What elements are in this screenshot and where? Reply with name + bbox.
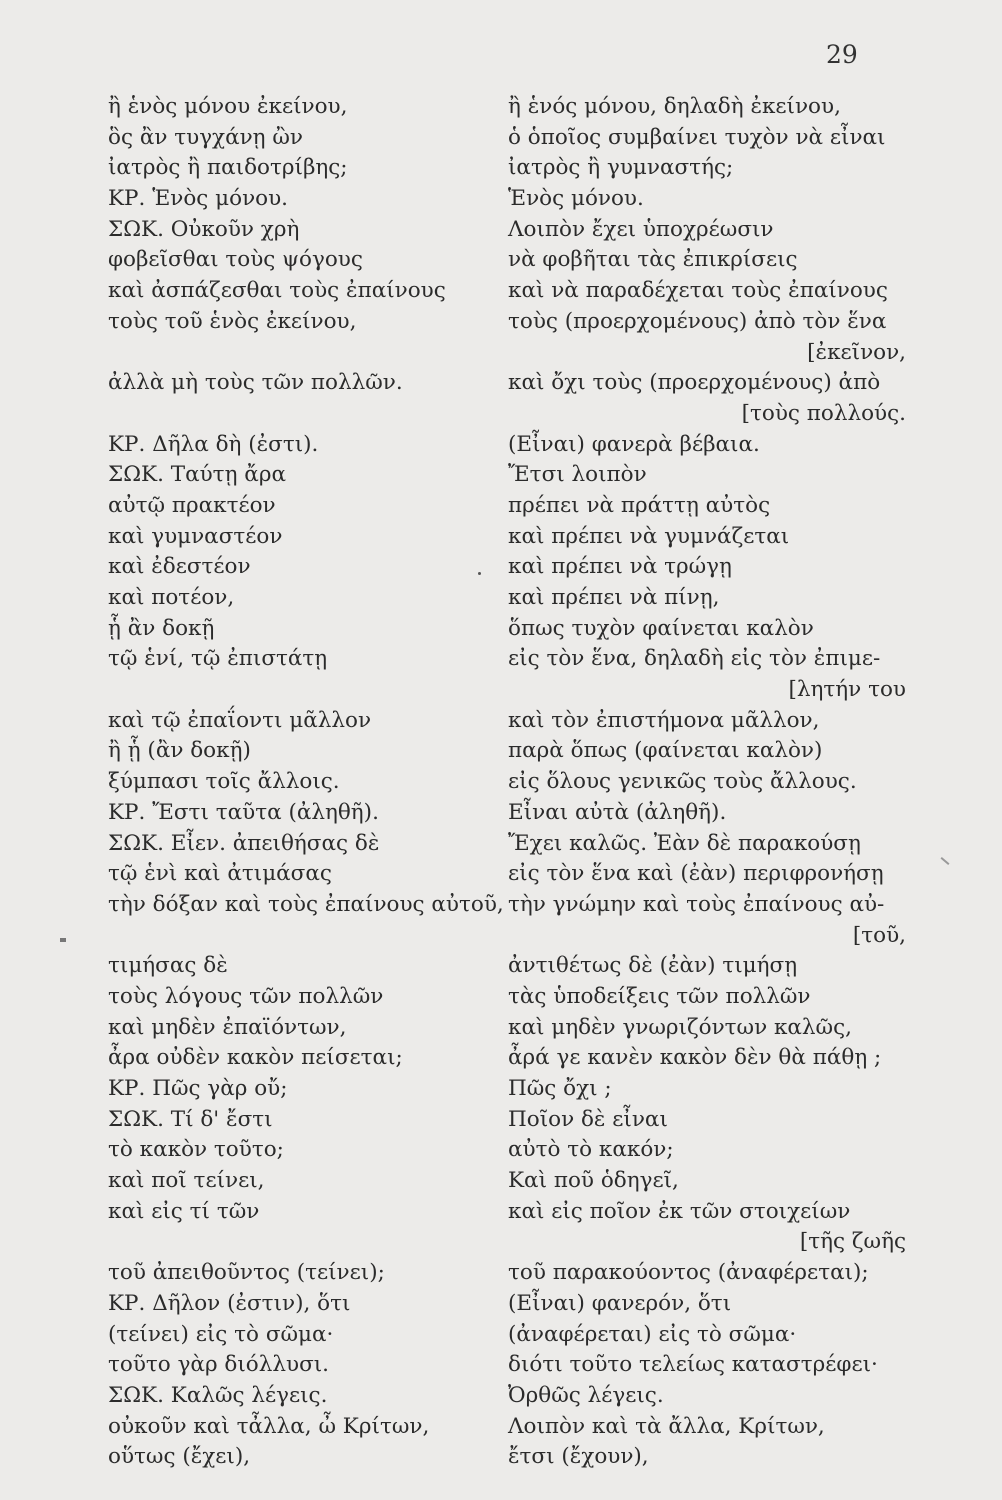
modern-greek-line: καὶ νὰ παραδέχεται τοὺς ἐπαίνους: [508, 278, 888, 304]
modern-greek-line: Ποῖον δὲ εἶναι: [508, 1106, 668, 1132]
text-row: [108, 399, 908, 430]
text-row: [108, 276, 908, 307]
text-row: [108, 921, 908, 952]
text-row: [108, 307, 908, 338]
text-row: [108, 706, 908, 737]
original-greek-line: ΣΩΚ. Ταύτῃ ἄρα: [108, 462, 286, 488]
original-greek-line: τιμήσας δὲ: [108, 953, 228, 979]
modern-greek-line: καὶ πρέπει νὰ πίνῃ,: [508, 585, 720, 610]
text-row: [108, 522, 908, 553]
text-row: [108, 1412, 908, 1443]
original-greek-line: [108, 1227, 508, 1258]
text-row: [108, 153, 908, 184]
original-greek-line: ΚΡ. Δῆλα δὴ (ἐστι).: [108, 431, 319, 457]
text-row: [108, 460, 908, 491]
original-greek-line: τὸ κακὸν τοῦτο;: [108, 1137, 284, 1163]
original-greek-line: καὶ τῷ ἐπαΐοντι μᾶλλον: [108, 707, 372, 733]
text-row: [108, 491, 908, 522]
original-greek-line: αὐτῷ πρακτέον: [108, 492, 276, 518]
modern-greek-line: ἔτσι (ἔχουν),: [508, 1444, 649, 1470]
parallel-text-columns: [108, 92, 908, 1473]
original-greek-line: καὶ ποτέον,: [108, 585, 235, 610]
modern-greek-line: τοὺς (προερχομένους) ἀπὸ τὸν ἕνα: [508, 308, 887, 334]
text-row: [108, 1381, 908, 1412]
original-greek-line: ΣΩΚ. Οὐκοῦν χρὴ: [108, 216, 300, 242]
modern-greek-line: νὰ φοβῆται τὰς ἐπικρίσεις: [508, 247, 798, 273]
text-row: [108, 92, 908, 123]
original-greek-line: τοὺς λόγους τῶν πολλῶν: [108, 983, 384, 1009]
modern-greek-line: διότι τοῦτο τελείως καταστρέφει·: [508, 1352, 878, 1378]
original-greek-line: ΣΩΚ. Εἶεν. ἀπειθήσας δὲ: [108, 830, 380, 856]
original-greek-line: τῷ ἑνὶ καὶ ἀτιμάσας: [108, 861, 332, 887]
modern-greek-line: Ὀρθῶς λέγεις.: [508, 1382, 664, 1408]
original-greek-line: ὃς ἂν τυγχάνῃ ὢν: [108, 124, 303, 150]
original-greek-line: καὶ μηδὲν ἐπαϊόντων,: [108, 1014, 347, 1040]
modern-greek-line: Λοιπὸν καὶ τὰ ἄλλα, Κρίτων,: [508, 1413, 825, 1439]
modern-greek-line: εἰς τὸν ἕνα καὶ (ἐὰν) περιφρονήσῃ: [508, 861, 884, 887]
text-row: [108, 644, 908, 675]
modern-greek-line: τὴν γνώμην καὶ τοὺς ἐπαίνους αὐ-: [508, 891, 885, 917]
original-greek-line: [108, 675, 508, 706]
text-row: [108, 1105, 908, 1136]
original-greek-line: ΚΡ. Πῶς γὰρ οὔ;: [108, 1076, 288, 1101]
original-greek-line: ΣΩΚ. Καλῶς λέγεις.: [108, 1382, 328, 1408]
text-row: [108, 1320, 908, 1351]
original-greek-line: τὴν δόξαν καὶ τοὺς ἐπαίνους αὐτοῦ,: [108, 891, 504, 917]
original-greek-line: ΚΡ. Δῆλον (ἐστιν), ὅτι: [108, 1290, 351, 1316]
text-row: [108, 123, 908, 154]
original-greek-line: ἆρα οὐδὲν κακὸν πείσεται;: [108, 1045, 403, 1071]
original-greek-line: τῷ ἑνί, τῷ ἐπιστάτῃ: [108, 646, 328, 672]
page-number: 29: [826, 40, 858, 69]
modern-greek-line: ἆρά γε κανὲν κακὸν δὲν θὰ πάθῃ ;: [508, 1045, 882, 1071]
original-greek-line: καὶ γυμναστέον: [108, 523, 283, 549]
modern-greek-line: Ἑνὸς μόνου.: [508, 186, 644, 212]
modern-greek-line: Καὶ ποῦ ὁδηγεῖ,: [508, 1168, 679, 1194]
original-greek-line: ᾗ ἂν δοκῇ: [108, 615, 215, 641]
margin-mark: [60, 938, 66, 942]
text-row: [108, 1166, 908, 1197]
modern-greek-line: εἰς τὸν ἕνα, δηλαδὴ εἰς τὸν ἐπιμε-: [508, 646, 881, 672]
modern-greek-line: ἢ ἑνός μόνου, δηλαδὴ ἐκείνου,: [508, 94, 841, 119]
text-row: [108, 1074, 908, 1105]
text-row: [108, 767, 908, 798]
original-greek-line: καὶ ἐδεστέον: [108, 554, 251, 580]
modern-greek-line: ἰατρὸς ἢ γυμναστής;: [508, 155, 734, 181]
modern-greek-line: παρὰ ὅπως (φαίνεται καλὸν): [508, 738, 823, 764]
modern-greek-line: Λοιπὸν ἔχει ὑποχρέωσιν: [508, 216, 774, 242]
modern-greek-line: εἰς ὅλους γενικῶς τοὺς ἄλλους.: [508, 769, 857, 795]
margin-tick: [941, 857, 950, 865]
modern-greek-line: (ἀναφέρεται) εἰς τὸ σῶμα·: [508, 1321, 797, 1347]
original-greek-line: καὶ εἰς τί τῶν: [108, 1198, 260, 1224]
original-greek-line: οὐκοῦν καὶ τἆλλα, ὦ Κρίτων,: [108, 1413, 430, 1439]
modern-greek-line: καὶ πρέπει νὰ τρώγῃ: [508, 554, 732, 580]
original-greek-line: ΣΩΚ. Τί δ' ἔστι: [108, 1106, 273, 1132]
modern-greek-line: καὶ τὸν ἐπιστήμονα μᾶλλον,: [508, 707, 820, 733]
text-row: [108, 890, 908, 921]
text-row: [108, 859, 908, 890]
modern-greek-line: (Εἶναι) φανερὰ βέβαια.: [508, 431, 760, 457]
original-greek-line: ἢ ἑνὸς μόνου ἐκείνου,: [108, 94, 348, 119]
text-row: [108, 583, 908, 614]
text-row: [108, 736, 908, 767]
text-row: [108, 829, 908, 860]
text-row: [108, 338, 908, 369]
modern-greek-line: [λητήν του: [788, 677, 906, 703]
modern-greek-line: Πῶς ὄχι ;: [508, 1076, 612, 1101]
modern-greek-line: τοῦ παρακούοντος (ἀναφέρεται);: [508, 1260, 869, 1286]
text-row: [108, 1442, 908, 1473]
text-row: [108, 1258, 908, 1289]
modern-greek-line: αὐτὸ τὸ κακόν;: [508, 1137, 674, 1163]
text-row: [108, 430, 908, 461]
text-row: [108, 1289, 908, 1320]
text-row: [108, 1043, 908, 1074]
original-greek-line: ἢ ᾗ (ἂν δοκῇ): [108, 738, 251, 764]
modern-greek-line: ὅπως τυχὸν φαίνεται καλὸν: [508, 615, 814, 641]
original-greek-line: τοὺς τοῦ ἑνὸς ἐκείνου,: [108, 308, 357, 334]
text-row: [108, 552, 908, 583]
original-greek-line: καὶ ἀσπάζεσθαι τοὺς ἐπαίνους: [108, 278, 446, 304]
original-greek-line: οὕτως (ἔχει),: [108, 1444, 251, 1470]
text-row: [108, 1350, 908, 1381]
modern-greek-line: πρέπει νὰ πράττῃ αὐτὸς: [508, 492, 771, 518]
original-greek-line: ἰατρὸς ἢ παιδοτρίβης;: [108, 155, 348, 181]
original-greek-line: ΚΡ. Ἑνὸς μόνου.: [108, 186, 289, 212]
text-row: [108, 1135, 908, 1166]
original-greek-line: [108, 399, 508, 430]
text-row: [108, 675, 908, 706]
modern-greek-line: Εἶναι αὐτὰ (ἀληθῆ).: [508, 799, 727, 825]
original-greek-line: ξύμπασι τοῖς ἄλλοις.: [108, 769, 340, 795]
modern-greek-line: καὶ πρέπει νὰ γυμνάζεται: [508, 523, 790, 549]
original-greek-line: ἀλλὰ μὴ τοὺς τῶν πολλῶν.: [108, 370, 403, 396]
text-row: [108, 215, 908, 246]
modern-greek-line: [ἐκεῖνον,: [807, 339, 906, 365]
modern-greek-line: ἀντιθέτως δὲ (ἐὰν) τιμήσῃ: [508, 953, 798, 979]
modern-greek-line: ὁ ὁποῖος συμβαίνει τυχὸν νὰ εἶναι: [508, 124, 886, 150]
text-row: [108, 184, 908, 215]
modern-greek-line: καὶ μηδὲν γνωριζόντων καλῶς,: [508, 1014, 852, 1040]
original-greek-line: φοβεῖσθαι τοὺς ψόγους: [108, 247, 363, 273]
original-greek-line: τοῦ ἀπειθοῦντος (τείνει);: [108, 1260, 385, 1286]
text-row: [108, 368, 908, 399]
text-row: [108, 1197, 908, 1228]
original-greek-line: καὶ ποῖ τείνει,: [108, 1168, 265, 1194]
original-greek-line: (τείνει) εἰς τὸ σῶμα·: [108, 1321, 334, 1347]
original-greek-line: [108, 338, 508, 369]
modern-greek-line: Ἔχει καλῶς. Ἐὰν δὲ παρακούσῃ: [508, 830, 861, 856]
modern-greek-line: καὶ εἰς ποῖον ἐκ τῶν στοιχείων: [508, 1198, 851, 1224]
text-row: [108, 982, 908, 1013]
modern-greek-line: τὰς ὑποδείξεις τῶν πολλῶν: [508, 983, 811, 1009]
text-row: [108, 1227, 908, 1258]
modern-greek-line: (Εἶναι) φανερόν, ὅτι: [508, 1290, 732, 1316]
text-row: [108, 245, 908, 276]
modern-greek-line: [τοὺς πολλούς.: [741, 400, 906, 426]
modern-greek-line: [τῆς ζωῆς: [799, 1229, 906, 1255]
modern-greek-line: Ἔτσι λοιπὸν: [508, 462, 647, 488]
original-greek-line: ΚΡ. Ἔστι ταῦτα (ἀληθῆ).: [108, 799, 379, 825]
text-row: [108, 614, 908, 645]
modern-greek-line: [τοῦ,: [852, 922, 906, 948]
original-greek-line: [108, 921, 508, 952]
original-greek-line: τοῦτο γὰρ διόλλυσι.: [108, 1352, 330, 1378]
text-row: [108, 951, 908, 982]
text-row: [108, 798, 908, 829]
modern-greek-line: καὶ ὄχι τοὺς (προερχομένους) ἀπὸ: [508, 370, 881, 396]
text-row: [108, 1013, 908, 1044]
